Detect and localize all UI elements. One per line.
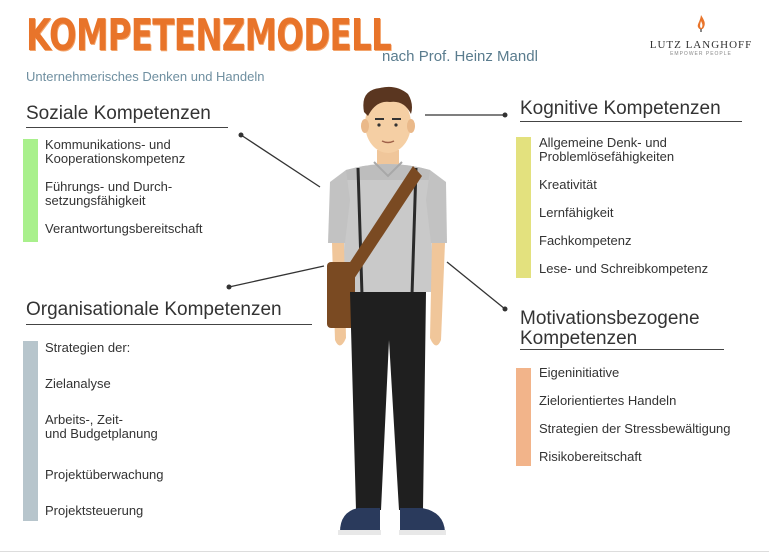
item-kognitive-1: Allgemeine Denk- und Problemlösefähigkeiten bbox=[539, 135, 675, 164]
heading-kognitive: Kognitive Kompetenzen bbox=[520, 98, 721, 119]
subtitle: Unternehmerisches Denken und Handeln bbox=[26, 69, 265, 84]
connector-soziale bbox=[241, 135, 320, 187]
item-motivation-3: Strategien der Stressbewältigung bbox=[539, 421, 731, 436]
connector-organisationale bbox=[229, 266, 324, 287]
item-organisationale-4: Projektüberwachung bbox=[45, 467, 164, 482]
logo-name: LUTZ LANGHOFF bbox=[649, 39, 753, 51]
item-kognitive-2: Kreativität bbox=[539, 177, 597, 192]
item-kognitive-3: Lernfähigkeit bbox=[539, 205, 614, 220]
person-illustration bbox=[327, 87, 447, 535]
heading-soziale: Soziale Kompetenzen bbox=[26, 103, 211, 124]
item-kognitive-4: Fachkompetenz bbox=[539, 233, 632, 248]
item-motivation-2: Zielorientiertes Handeln bbox=[539, 393, 677, 408]
item-organisationale-2: Zielanalyse bbox=[45, 376, 111, 391]
byline: nach Prof. Heinz Mandl bbox=[382, 48, 538, 65]
connector-motivation bbox=[447, 262, 505, 309]
item-motivation-1: Eigeninitiative bbox=[539, 365, 620, 380]
item-organisationale-5: Projektsteuerung bbox=[45, 503, 144, 518]
item-organisationale-1: Strategien der: bbox=[45, 340, 131, 355]
heading-motivation: Motivationsbezogene Kompetenzen bbox=[520, 308, 700, 349]
item-motivation-4: Risikobereitschaft bbox=[539, 449, 642, 464]
item-soziale-1: Kommunikations- und Kooperationskompetenz bbox=[45, 137, 186, 166]
heading-organisationale: Organisationale Kompetenzen bbox=[26, 299, 282, 320]
item-soziale-3: Verantwortungsbereitschaft bbox=[45, 221, 203, 236]
logo-tagline: EMPOWER PEOPLE bbox=[670, 51, 732, 57]
bottom-divider bbox=[0, 551, 769, 552]
item-organisationale-3: Arbeits-, Zeit- und Budgetplanung bbox=[45, 412, 158, 441]
item-soziale-2: Führungs- und Durch- setzungsfähigkeit bbox=[45, 179, 173, 208]
page-title: KOMPETENZMODELL bbox=[26, 10, 392, 61]
item-kognitive-5: Lese- und Schreibkompetenz bbox=[539, 261, 709, 276]
